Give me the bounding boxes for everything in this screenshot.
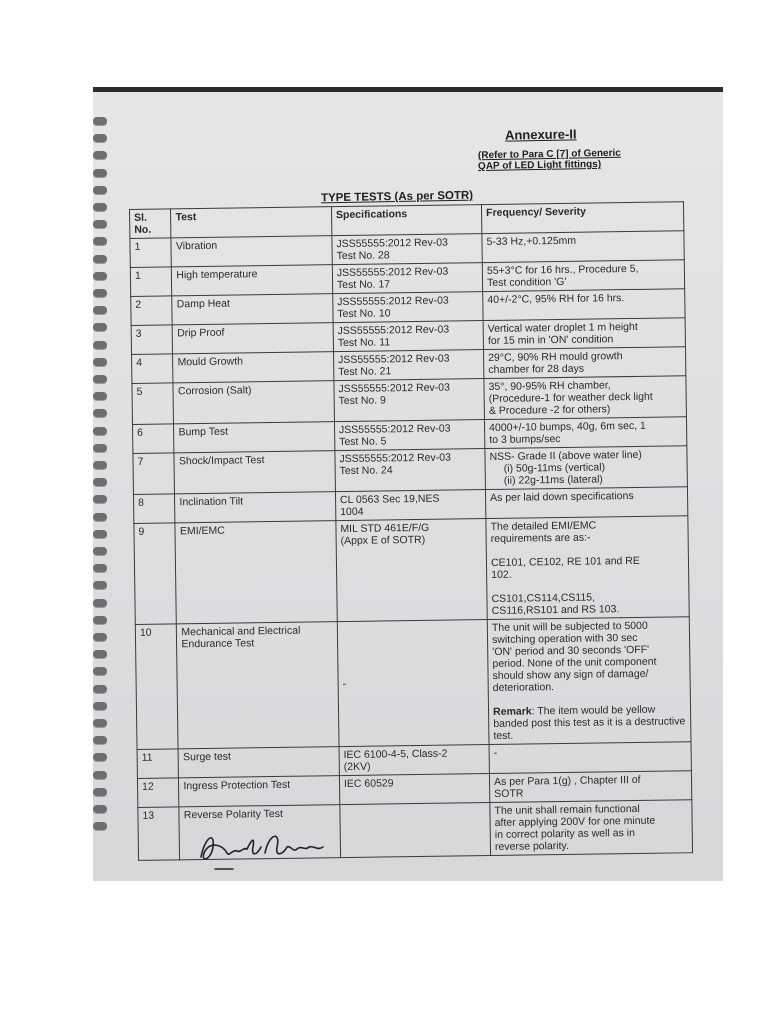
spiral-ring bbox=[93, 736, 107, 744]
cell-test-name: Damp Heat bbox=[172, 294, 333, 325]
spiral-ring bbox=[93, 375, 107, 383]
header-sl-no: Sl. No. bbox=[130, 209, 172, 239]
header-frequency-severity: Frequency/ Severity bbox=[482, 202, 684, 234]
spiral-ring bbox=[93, 203, 107, 211]
paper-sheet bbox=[93, 87, 723, 881]
spiral-ring bbox=[93, 392, 107, 400]
cell-sl-no: 13 bbox=[138, 807, 180, 861]
remark bbox=[493, 703, 686, 742]
cell-specification: JSS55555:2012 Rev-03 Test No. 17 bbox=[332, 263, 483, 294]
table-body bbox=[130, 231, 693, 861]
spiral-ring bbox=[93, 169, 107, 177]
cell-frequency-severity: 5-33 Hz,+0.125mm bbox=[482, 231, 684, 263]
cell-sl-no: 6 bbox=[133, 424, 175, 454]
spiral-ring bbox=[93, 667, 107, 675]
cell-sl-no: 9 bbox=[134, 523, 177, 625]
cell-specification: MIL STD 461E/F/G (Appx E of SOTR) bbox=[336, 519, 488, 622]
spiral-ring bbox=[93, 771, 107, 779]
type-tests-table bbox=[129, 201, 693, 861]
spiral-ring bbox=[93, 341, 107, 349]
spiral-ring bbox=[93, 409, 107, 417]
cell-test-name: Shock/Impact Test bbox=[174, 451, 335, 494]
cell-frequency-severity: As per Para 1(g) , Chapter III of SOTR bbox=[489, 771, 691, 803]
document-heading: TYPE TESTS (As per SOTR) bbox=[320, 189, 474, 205]
signature-scribble bbox=[193, 817, 333, 877]
spiral-binding bbox=[93, 117, 111, 837]
cell-specification: - bbox=[337, 620, 489, 747]
cell-specification: IEC 6100-4-5, Class-2 (2KV) bbox=[339, 745, 490, 776]
spiral-ring bbox=[93, 650, 107, 658]
spiral-ring bbox=[93, 702, 107, 710]
spiral-ring bbox=[93, 255, 107, 263]
spiral-ring bbox=[93, 633, 107, 641]
cell-frequency-severity: 29°C, 90% RH mould growth chamber for 28 days bbox=[484, 347, 686, 379]
cell-test-name: Vibration bbox=[171, 236, 332, 267]
cell-sl-no: 2 bbox=[131, 296, 173, 326]
cell-frequency-severity: 4000+/-10 bumps, 40g, 6m sec, 1 to 3 bumps/sec bbox=[485, 417, 687, 449]
cell-test-name: EMI/EMC bbox=[175, 521, 337, 624]
reference-note-line-2: QAP of LED Light fittings) bbox=[477, 158, 602, 173]
cell-frequency-severity: - bbox=[489, 742, 691, 774]
annexure-title: Annexure-II bbox=[504, 126, 577, 143]
spiral-ring bbox=[93, 306, 107, 314]
cell-sl-no: 1 bbox=[130, 238, 172, 268]
cell-sl-no: 10 bbox=[135, 624, 178, 750]
cell-specification: JSS55555:2012 Rev-03 Test No. 9 bbox=[334, 379, 485, 422]
spiral-ring bbox=[93, 220, 107, 228]
reference-note-line-1: (Refer to Para C [7] of Generic bbox=[477, 147, 621, 162]
cell-test-name: Corrosion (Salt) bbox=[173, 381, 334, 424]
spiral-ring bbox=[93, 495, 107, 503]
spiral-ring bbox=[93, 134, 107, 142]
cell-specification: JSS55555:2012 Rev-03 Test No. 5 bbox=[334, 420, 485, 451]
spiral-ring bbox=[93, 788, 107, 796]
cell-sl-no: 7 bbox=[133, 453, 175, 495]
spiral-ring bbox=[93, 427, 107, 435]
header-test: Test bbox=[171, 207, 332, 238]
cell-specification: JSS55555:2012 Rev-03 Test No. 24 bbox=[335, 449, 486, 492]
cell-specification: JSS55555:2012 Rev-03 Test No. 21 bbox=[333, 350, 484, 381]
spiral-ring bbox=[93, 547, 107, 555]
document-photo bbox=[93, 87, 723, 881]
spiral-ring bbox=[93, 805, 107, 813]
remark-text: : The item would be yellow banded post this test as it is a destructive test. bbox=[493, 703, 686, 742]
cell-specification: JSS55555:2012 Rev-03 Test No. 11 bbox=[333, 321, 484, 352]
cell-frequency-severity: NSS- Grade II (above water line) (i) 50g-11ms (vertical) (ii) 22g-11ms (lateral) bbox=[485, 446, 688, 490]
spiral-ring bbox=[93, 719, 107, 727]
spiral-ring bbox=[93, 599, 107, 607]
cell-frequency-severity: 40+/-2°C, 95% RH for 16 hrs. bbox=[483, 289, 685, 321]
cell-sl-no: 11 bbox=[137, 749, 179, 779]
header-specifications: Specifications bbox=[331, 205, 482, 236]
spiral-ring bbox=[93, 513, 107, 521]
cell-specification: JSS55555:2012 Rev-03 Test No. 10 bbox=[333, 292, 484, 323]
spiral-ring bbox=[93, 530, 107, 538]
cell-frequency-severity: Vertical water droplet 1 m height for 15 min in 'ON' condition bbox=[483, 318, 685, 350]
top-edge-shadow bbox=[93, 87, 723, 92]
cell-specification bbox=[340, 803, 491, 858]
cell-frequency-severity: As per laid down specifications bbox=[485, 487, 687, 519]
cell-test-name: Bump Test bbox=[174, 422, 335, 453]
cell-test-name: Reverse Polarity Test bbox=[179, 805, 340, 860]
table-row bbox=[135, 617, 691, 750]
spiral-ring bbox=[93, 289, 107, 297]
cell-specification: IEC 60529 bbox=[339, 774, 490, 805]
spiral-ring bbox=[93, 753, 107, 761]
cell-test-name: Ingress Protection Test bbox=[179, 776, 340, 807]
cell-frequency-severity: The unit shall remain functional after applying 200V for one minute in correct polarity as well as in reverse polarity. bbox=[490, 800, 693, 856]
cell-test-name: Inclination Tilt bbox=[175, 492, 336, 523]
spiral-ring bbox=[93, 685, 107, 693]
cell-frequency-severity: The detailed EMI/EMC requirements are as:- CE101, CE102, RE 101 and RE 102. CS101,CS114,CS115, CS116,RS101 and RS 103. bbox=[486, 516, 689, 620]
spiral-ring bbox=[93, 581, 107, 589]
signature bbox=[193, 817, 333, 877]
cell-sl-no: 3 bbox=[131, 325, 173, 355]
cell-test-name: Mould Growth bbox=[173, 352, 334, 383]
table-row bbox=[134, 516, 689, 625]
cell-test-name: Mechanical and Electrical Endurance Test bbox=[177, 622, 339, 749]
cell-sl-no: 5 bbox=[132, 383, 174, 425]
cell-specification: CL 0563 Sec 19,NES 1004 bbox=[335, 490, 486, 521]
cell-test-name: Surge test bbox=[178, 747, 339, 778]
type-tests-table-wrapper bbox=[129, 201, 693, 861]
spiral-ring bbox=[93, 272, 107, 280]
cell-frequency-severity: 55+3°C for 16 hrs., Procedure 5, Test condition 'G' bbox=[482, 260, 684, 292]
cell-frequency-severity: 35°, 90-95% RH chamber, (Procedure-1 for weather deck light & Procedure -2 for others) bbox=[484, 376, 687, 420]
spiral-ring bbox=[93, 822, 107, 830]
spiral-ring bbox=[93, 186, 107, 194]
cell-sl-no: 12 bbox=[137, 778, 179, 808]
cell-specification: JSS55555:2012 Rev-03 Test No. 28 bbox=[332, 234, 483, 265]
spiral-ring bbox=[93, 151, 107, 159]
spiral-ring bbox=[93, 323, 107, 331]
remark-label: Remark bbox=[493, 705, 532, 718]
cell-sl-no: 1 bbox=[130, 267, 172, 297]
spiral-ring bbox=[93, 444, 107, 452]
spiral-ring bbox=[93, 237, 107, 245]
cell-sl-no: 8 bbox=[133, 494, 175, 524]
spiral-ring bbox=[93, 358, 107, 366]
spiral-ring bbox=[93, 616, 107, 624]
cell-test-name: High temperature bbox=[172, 265, 333, 296]
cell-sl-no: 4 bbox=[132, 354, 174, 384]
spiral-ring bbox=[93, 117, 107, 125]
cell-test-name: Drip Proof bbox=[173, 323, 334, 354]
spiral-ring bbox=[93, 564, 107, 572]
spiral-ring bbox=[93, 461, 107, 469]
cell-frequency-severity: The unit will be subjected to 5000 switching operation with 30 sec 'ON' period and 30 seconds 'OFF' period. None of the unit component should show any sign of damage/ deterioration. Remark: The item would be yellow banded post this test as it is a destructive test. bbox=[487, 617, 691, 745]
spiral-ring bbox=[93, 478, 107, 486]
